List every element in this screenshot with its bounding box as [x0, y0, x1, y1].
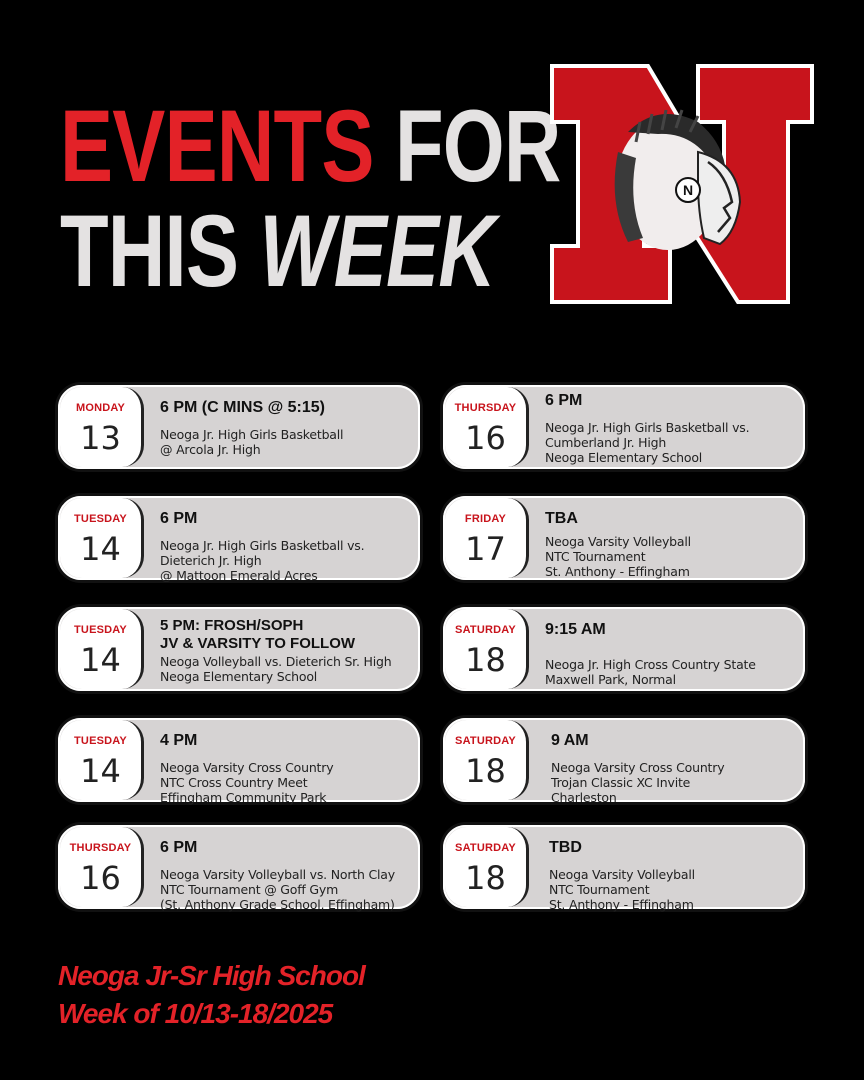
event-time-line: 5 PM: FROSH/SOPH — [160, 617, 304, 634]
event-line: Neoga Varsity Cross Country — [160, 760, 334, 775]
event-card — [440, 493, 808, 583]
event-time: TBD — [549, 839, 582, 856]
event-line: Neoga Elementary School — [160, 669, 318, 684]
event-line: Maxwell Park, Normal — [545, 672, 676, 687]
date-box — [445, 609, 529, 689]
event-line: Trojan Classic XC Invite — [551, 775, 691, 790]
event-date: 18 — [465, 752, 506, 790]
event-date: 17 — [465, 530, 506, 568]
event-line: NTC Tournament — [549, 882, 650, 897]
event-details — [545, 420, 749, 465]
event-time: 6 PM — [545, 392, 583, 409]
event-line: NTC Tournament @ Goff Gym — [160, 882, 339, 897]
event-line: Neoga Varsity Volleyball — [545, 534, 691, 549]
event-card — [55, 715, 423, 805]
footer-school-name: Neoga Jr-Sr High School — [58, 960, 365, 991]
event-date: 14 — [80, 530, 121, 568]
event-day: SATURDAY — [455, 624, 516, 636]
event-line: @ Arcola Jr. High — [160, 442, 261, 457]
event-time: 4 PM — [160, 732, 198, 749]
event-line: Neoga Varsity Volleyball — [549, 867, 695, 882]
event-line: @ Mattoon Emerald Acres — [160, 568, 318, 583]
event-line: NTC Cross Country Meet — [160, 775, 308, 790]
date-box — [60, 609, 144, 689]
event-line: Neoga Jr. High Cross Country State — [545, 657, 756, 672]
title-week: WEEK — [259, 194, 495, 308]
event-card — [440, 382, 808, 472]
event-day: TUESDAY — [74, 735, 127, 747]
event-date: 16 — [80, 859, 121, 897]
svg-text:N: N — [682, 182, 694, 198]
date-box — [445, 498, 529, 578]
neoga-logo-icon — [548, 62, 816, 306]
event-line: Dieterich Jr. High — [160, 553, 262, 568]
event-date: 14 — [80, 641, 121, 679]
event-card — [55, 604, 423, 694]
title-for: FOR — [373, 89, 561, 203]
event-day: SATURDAY — [455, 842, 516, 854]
event-day: MONDAY — [75, 402, 126, 414]
footer-week: Week of 10/13-18/2025 — [58, 998, 333, 1029]
event-card — [55, 493, 423, 583]
event-line: Neoga Volleyball vs. Dieterich Sr. High — [160, 654, 392, 669]
date-box — [60, 720, 144, 800]
event-details — [160, 427, 343, 457]
event-date: 14 — [80, 752, 121, 790]
event-card — [440, 822, 808, 912]
event-line: Charleston — [551, 790, 617, 805]
date-box — [60, 827, 144, 907]
event-details — [549, 867, 695, 912]
event-day: TUESDAY — [74, 624, 127, 636]
event-day: SATURDAY — [455, 735, 516, 747]
event-line: Neoga Jr. High Girls Basketball — [160, 427, 344, 442]
indian-head-icon — [615, 110, 740, 250]
event-day: THURSDAY — [69, 842, 132, 854]
event-details — [160, 760, 333, 805]
event-line: NTC Tournament — [545, 549, 646, 564]
event-line: (St. Anthony Grade School, Effingham) — [160, 897, 395, 912]
date-box — [60, 387, 144, 467]
event-time-line: JV & VARSITY TO FOLLOW — [160, 635, 356, 652]
event-day: TUESDAY — [74, 513, 127, 525]
event-line: Cumberland Jr. High — [545, 435, 667, 450]
event-time: 6 PM — [160, 510, 198, 527]
event-card — [440, 604, 808, 694]
event-day: THURSDAY — [454, 402, 517, 414]
event-details — [160, 538, 364, 583]
event-time: 6 PM (C MINS @ 5:15) — [160, 399, 325, 416]
event-details — [545, 534, 691, 579]
event-line: Effingham Community Park — [160, 790, 327, 805]
event-time — [160, 617, 355, 653]
page-title-line-1 — [60, 89, 561, 203]
event-time: 9 AM — [551, 732, 589, 749]
date-box — [60, 498, 144, 578]
event-date: 18 — [465, 859, 506, 897]
event-details — [160, 654, 391, 684]
event-line: Neoga Jr. High Girls Basketball vs. — [545, 420, 750, 435]
event-card — [440, 715, 808, 805]
event-line: Neoga Varsity Volleyball vs. North Clay — [160, 867, 395, 882]
event-date: 13 — [80, 419, 121, 457]
title-events: EVENTS — [60, 89, 374, 203]
date-box — [445, 387, 529, 467]
page-title-line-2 — [60, 194, 495, 308]
event-details — [545, 657, 756, 687]
event-day: FRIDAY — [464, 513, 507, 525]
event-line: Neoga Jr. High Girls Basketball vs. — [160, 538, 365, 553]
event-details — [160, 867, 395, 912]
event-time: TBA — [545, 510, 578, 527]
event-line: St. Anthony - Effingham — [549, 897, 694, 912]
event-card — [55, 822, 423, 912]
date-box — [445, 827, 529, 907]
event-time: 6 PM — [160, 839, 198, 856]
date-box — [445, 720, 529, 800]
event-line: St. Anthony - Effingham — [545, 564, 690, 579]
event-line: Neoga Varsity Cross Country — [551, 760, 725, 775]
title-this: THIS — [60, 194, 260, 308]
event-card — [55, 382, 423, 472]
event-line: Neoga Elementary School — [545, 450, 703, 465]
event-date: 16 — [465, 419, 506, 457]
event-date: 18 — [465, 641, 506, 679]
event-time: 9:15 AM — [545, 621, 606, 638]
event-details — [551, 760, 724, 805]
